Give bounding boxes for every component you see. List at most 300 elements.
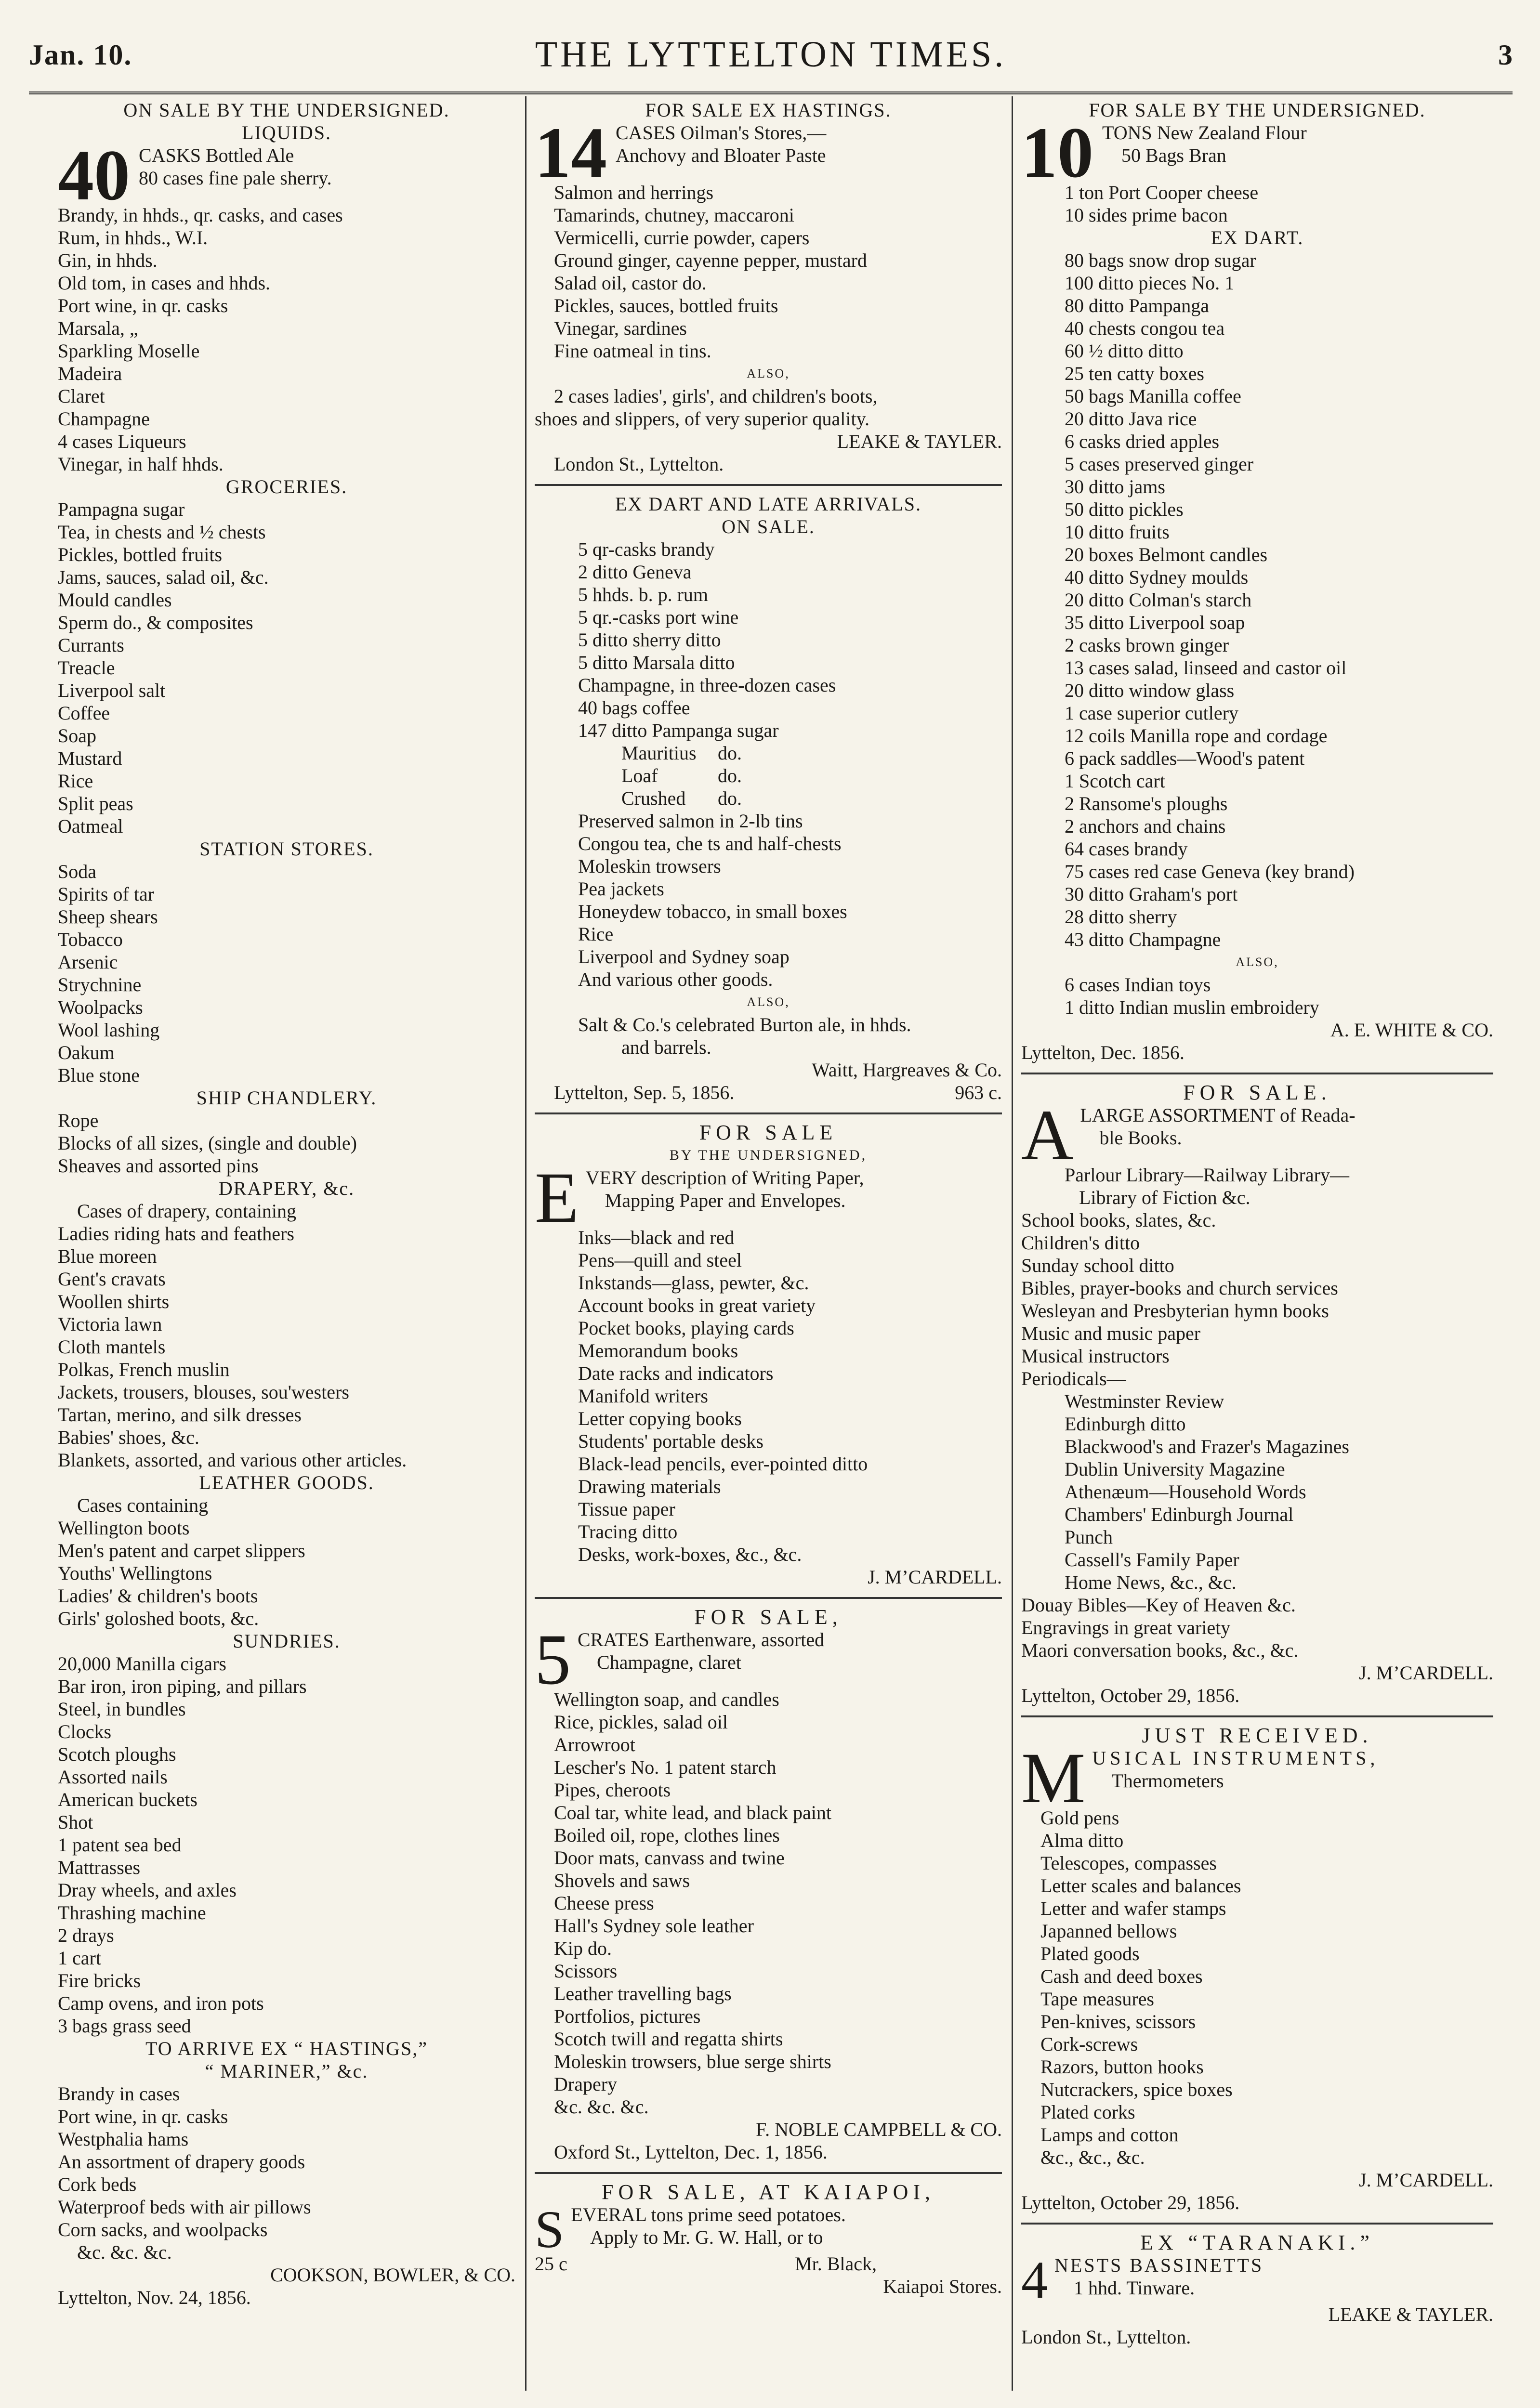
list-item: Sparkling Moselle	[58, 340, 200, 362]
ad-separator	[535, 2172, 1002, 2174]
column-2	[535, 99, 1002, 2298]
list-item: Moleskin trowsers	[578, 855, 721, 877]
list-item: Cheese press	[554, 1892, 654, 1914]
list-item: Tape measures	[1040, 1988, 1154, 2010]
list-item: Vermicelli, currie powder, capers	[554, 227, 810, 249]
list-item: Memorandum books	[578, 1340, 738, 1361]
list-item: Letter scales and balances	[1040, 1875, 1241, 1897]
list-item: Nutcrackers, spice boxes	[1040, 2079, 1233, 2100]
item-list	[58, 1517, 515, 1630]
signature: A. E. WHITE & CO.	[1330, 1019, 1493, 1041]
ad-title: EX “TARANAKI.”	[1140, 2231, 1374, 2254]
list-item: School books, slates, &c.	[1021, 1209, 1216, 1231]
text-line: Parlour Library—Railway Library—	[1065, 1164, 1349, 1186]
list-item: 1 cart	[58, 1947, 101, 1969]
list-item: Liverpool salt	[58, 680, 166, 701]
list-item: Musical instructors	[1021, 1345, 1170, 1367]
list-item: 35 ditto Liverpool soap	[1065, 612, 1245, 633]
list-item: Mould candles	[58, 589, 172, 611]
list-item: Account books in great variety	[578, 1295, 816, 1316]
list-item: Rice, pickles, salad oil	[554, 1711, 728, 1733]
list-item: Kip do.	[554, 1937, 612, 1959]
list-item: Edinburgh ditto	[1065, 1413, 1186, 1435]
ad-title: ON SALE BY THE UNDERSIGNED.	[123, 99, 450, 121]
list-item: 2 ditto Geneva	[578, 561, 692, 583]
item-list	[1021, 1806, 1493, 2169]
list-item: Plated goods	[1040, 1943, 1140, 1964]
list-item: Men's patent and carpet slippers	[58, 1540, 305, 1561]
ad-title: EX DART AND LATE ARRIVALS.	[615, 493, 921, 515]
list-item: Blankets, assorted, and various other articles.	[58, 1449, 407, 1471]
section-heading: DRAPERY, &c.	[218, 1178, 355, 1199]
list-item: Date racks and indicators	[578, 1362, 774, 1384]
list-item: Brandy in cases	[58, 2083, 180, 2105]
list-item: Victoria lawn	[58, 1313, 162, 1335]
item-list	[58, 1109, 515, 1177]
list-item: Letter copying books	[578, 1408, 742, 1429]
list-item: Bibles, prayer-books and church services	[1021, 1277, 1338, 1299]
list-item: Cloth mantels	[58, 1336, 166, 1358]
ad-separator	[535, 1597, 1002, 1599]
list-item: 2 anchors and chains	[1065, 815, 1226, 837]
item-list	[1021, 249, 1493, 951]
list-item: Rice	[58, 770, 93, 792]
lead-line: CRATES Earthenware, assorted	[578, 1629, 825, 1650]
list-item: Blackwood's and Frazer's Magazines	[1065, 1436, 1349, 1457]
section-heading: SHIP CHANDLERY.	[196, 1087, 377, 1109]
list-item: Lescher's No. 1 patent starch	[554, 1756, 777, 1778]
list-item: 2 drays	[58, 1924, 114, 1946]
list-item: Bar iron, iron piping, and pillars	[58, 1675, 307, 1697]
masthead	[29, 29, 1513, 82]
list-item: Home News, &c., &c.	[1065, 1571, 1237, 1593]
list-item: Rope	[58, 1110, 99, 1131]
signature: LEAKE & TAYLER.	[1328, 2303, 1493, 2325]
list-item: Black-lead pencils, ever-pointed ditto	[578, 1453, 868, 1475]
list-item: Soap	[58, 725, 96, 746]
lead-numeral: 10	[1021, 121, 1093, 181]
lead-line: Thermometers	[1111, 1770, 1224, 1792]
lead-line: Anchovy and Bloater Paste	[616, 144, 826, 166]
list-item: 5 qr-casks brandy	[578, 538, 715, 560]
list-item: Cassell's Family Paper	[1065, 1549, 1239, 1570]
list-item: Thrashing machine	[58, 1902, 206, 1924]
list-item: Children's ditto	[1021, 1232, 1140, 1254]
signature: COOKSON, BOWLER, & CO.	[270, 2264, 515, 2286]
list-item: Westminster Review	[1065, 1390, 1224, 1412]
lead-numeral: 4	[1021, 2254, 1048, 2303]
list-item: Blue stone	[58, 1064, 140, 1086]
list-item: Moleskin trowsers, blue serge shirts	[554, 2051, 831, 2072]
list-item: Chambers' Edinburgh Journal	[1065, 1504, 1294, 1525]
list-item: Gent's cravats	[58, 1268, 166, 1290]
list-item: Mustard	[58, 747, 122, 769]
list-item: 5 hhds. b. p. rum	[578, 584, 708, 605]
variety-ditto: do.	[718, 787, 742, 809]
list-item: Woollen shirts	[58, 1291, 170, 1312]
list-item: Oakum	[58, 1042, 115, 1063]
list-item: Inks—black and red	[578, 1227, 735, 1248]
lead-line: CASKS Bottled Ale	[139, 144, 294, 166]
list-item: Youths' Wellingtons	[58, 1562, 212, 1584]
lead-line: 80 cases fine pale sherry.	[139, 167, 332, 189]
item-list	[1021, 1594, 1493, 1662]
list-item: Students' portable desks	[578, 1430, 763, 1452]
section-heading: STATION STORES.	[199, 838, 374, 860]
list-item: Pea jackets	[578, 878, 664, 900]
dateline: Lyttelton, Dec. 1856.	[1021, 1042, 1185, 1063]
list-item: Cash and deed boxes	[1040, 1965, 1203, 1987]
list-item: 20 ditto Colman's starch	[1065, 589, 1252, 611]
item-list	[535, 810, 1002, 991]
list-item: Rice	[578, 923, 614, 945]
list-item: 13 cases salad, linseed and castor oil	[1065, 657, 1347, 679]
contact-name: Mr. Black,	[795, 2253, 877, 2275]
ad-lead	[535, 1628, 1002, 1688]
list-item: Vinegar, in half hhds.	[58, 453, 224, 475]
sub-heading: Cases containing	[77, 1494, 209, 1516]
item-list	[535, 538, 1002, 742]
lead-line: ble Books.	[1099, 1127, 1182, 1149]
list-item: Wellington soap, and candles	[554, 1688, 779, 1710]
list-item: Tartan, merino, and silk dresses	[58, 1404, 302, 1426]
list-item: Tea, in chests and ½ chests	[58, 521, 266, 543]
list-item: Port wine, in qr. casks	[58, 295, 228, 316]
list-item: Scotch ploughs	[58, 1743, 176, 1765]
etc-line: &c. &c. &c.	[554, 2096, 649, 2118]
list-item: Tobacco	[58, 929, 123, 950]
sub-heading: Cases of drapery, containing	[77, 1200, 297, 1222]
list-item: 5 ditto sherry ditto	[578, 629, 721, 651]
list-item: Tamarinds, chutney, maccaroni	[554, 204, 794, 226]
column-rule	[525, 96, 526, 2391]
list-item: Scissors	[554, 1960, 618, 1982]
list-item: Pampagna sugar	[58, 498, 185, 520]
variety-name: Loaf	[621, 765, 658, 786]
list-item: Letter and wafer stamps	[1040, 1898, 1226, 1919]
also-label: ALSO,	[747, 366, 790, 380]
list-item: Preserved salmon in 2-lb tins	[578, 810, 803, 832]
lead-line: EVERAL tons prime seed potatoes.	[571, 2204, 846, 2225]
text-line: Library of Fiction &c.	[1079, 1187, 1250, 1208]
list-item: Currants	[58, 634, 124, 656]
list-item: 40 ditto Sydney moulds	[1065, 566, 1249, 588]
list-item: And various other goods.	[578, 968, 773, 990]
list-item: Jams, sauces, salad oil, &c.	[58, 566, 269, 588]
list-item: Periodicals—	[1021, 1368, 1126, 1389]
list-item: Door mats, canvass and twine	[554, 1847, 785, 1869]
list-item: Girls' goloshed boots, &c.	[58, 1608, 259, 1629]
ad-lead	[1021, 1104, 1493, 1164]
item-list	[58, 1652, 515, 2037]
list-item: Liverpool and Sydney soap	[578, 946, 790, 968]
dateline: Lyttelton, Nov. 24, 1856.	[58, 2287, 251, 2308]
list-item: 80 bags snow drop sugar	[1065, 249, 1256, 271]
list-item: Coal tar, white lead, and black paint	[554, 1802, 831, 1823]
list-item: Gold pens	[1040, 1807, 1119, 1829]
ad-reference: 963 c.	[955, 1082, 1002, 1103]
list-item: Brandy, in hhds., qr. casks, and cases	[58, 204, 343, 226]
list-item: 10 sides prime bacon	[1065, 204, 1228, 226]
list-item: Pens—quill and steel	[578, 1249, 742, 1271]
list-item: 5 cases preserved ginger	[1065, 453, 1254, 475]
signature: F. NOBLE CAMPBELL & CO.	[756, 2119, 1002, 2140]
issue-date: Jan. 10.	[29, 39, 132, 71]
drop-capital: A	[1021, 1104, 1074, 1164]
list-item: 1 ton Port Cooper cheese	[1065, 182, 1259, 203]
list-item: Spirits of tar	[58, 883, 154, 905]
list-item: 6 casks dried apples	[1065, 431, 1220, 452]
list-item: 64 cases brandy	[1065, 838, 1188, 860]
list-item: 2 Ransome's ploughs	[1065, 793, 1228, 814]
list-item: 5 qr.-casks port wine	[578, 606, 739, 628]
item-list	[1021, 1390, 1493, 1594]
variety-row	[535, 787, 1002, 810]
list-item: Wellington boots	[58, 1517, 190, 1539]
list-item: 60 ½ ditto ditto	[1065, 340, 1184, 362]
section-heading: “ MARINER,” &c.	[205, 2060, 369, 2082]
list-item: Engravings in great variety	[1021, 1617, 1231, 1638]
masthead-rule	[29, 92, 1513, 94]
ad-title: FOR SALE EX HASTINGS.	[645, 99, 892, 121]
list-item: 4 cases Liqueurs	[58, 431, 186, 452]
lead-numeral: 40	[58, 144, 130, 204]
list-item: Sheaves and assorted pins	[58, 1155, 259, 1177]
list-item: Marsala, „	[58, 317, 138, 339]
ad-title: JUST RECEIVED.	[1142, 1724, 1373, 1747]
list-item: Shovels and saws	[554, 1870, 690, 1891]
list-item: Pickles, sauces, bottled fruits	[554, 295, 778, 316]
list-item: Wool lashing	[58, 1019, 160, 1041]
lead-numeral: 14	[535, 121, 607, 181]
lead-line: Apply to Mr. G. W. Hall, or to	[590, 2226, 823, 2248]
text-line: Salt & Co.'s celebrated Burton ale, in hhds.	[578, 1014, 911, 1035]
list-item: Shot	[58, 1811, 93, 1833]
list-item: Babies' shoes, &c.	[58, 1426, 199, 1448]
list-item: Pickles, bottled fruits	[58, 544, 223, 565]
ad-lead	[535, 2203, 1002, 2252]
lead-line: Champagne, claret	[597, 1651, 741, 1673]
list-item: 1 Scotch cart	[1065, 770, 1165, 792]
list-item: 40 chests congou tea	[1065, 317, 1225, 339]
drop-capital: S	[535, 2203, 565, 2252]
list-item: Athenæum—Household Words	[1065, 1481, 1306, 1503]
list-item: 10 ditto fruits	[1065, 521, 1170, 543]
list-item: Scotch twill and regatta shirts	[554, 2028, 783, 2050]
ad-separator	[535, 1112, 1002, 1114]
ad-lead	[1021, 2254, 1493, 2303]
list-item: Dray wheels, and axles	[58, 1879, 237, 1901]
dateline: Lyttelton, October 29, 1856.	[1021, 1685, 1240, 1706]
list-item: 75 cases red case Geneva (key brand)	[1065, 861, 1355, 882]
list-item: Strychnine	[58, 974, 142, 995]
item-list	[58, 498, 515, 838]
list-item: Drawing materials	[578, 1476, 721, 1497]
list-item: Arsenic	[58, 951, 118, 973]
list-item: 28 ditto sherry	[1065, 906, 1177, 928]
list-item: Vinegar, sardines	[554, 317, 687, 339]
ad-lead	[1021, 121, 1493, 181]
list-item: Fine oatmeal in tins.	[554, 340, 711, 362]
variety-name: Mauritius	[621, 742, 697, 764]
item-list	[58, 2082, 515, 2241]
list-item: Congou tea, che ts and half-chests	[578, 833, 842, 854]
signature: J. M’CARDELL.	[1359, 2169, 1493, 2191]
ad-lead	[535, 121, 1002, 181]
list-item: Salmon and herrings	[554, 182, 714, 203]
list-item: 100 ditto pieces No. 1	[1065, 272, 1235, 294]
list-item: 20,000 Manilla cigars	[58, 1653, 226, 1675]
list-item: Champagne	[58, 408, 150, 430]
list-item: Rum, in hhds., W.I.	[58, 227, 208, 249]
store-name: Kaiapoi Stores.	[883, 2276, 1002, 2297]
signature: LEAKE & TAYLER.	[837, 431, 1002, 452]
lead-line: VERY description of Writing Paper,	[585, 1167, 864, 1189]
item-list	[535, 1226, 1002, 1566]
address: London St., Lyttelton.	[1021, 2326, 1191, 2348]
dateline: Oxford St., Lyttelton, Dec. 1, 1856.	[554, 2141, 828, 2163]
list-item: Corn sacks, and woolpacks	[58, 2219, 268, 2240]
item-list	[535, 1688, 1002, 2095]
list-item: Blocks of all sizes, (single and double)	[58, 1132, 357, 1154]
list-item: Mattrasses	[58, 1857, 141, 1878]
section-heading: LEATHER GOODS.	[199, 1472, 374, 1493]
list-item: 43 ditto Champagne	[1065, 929, 1221, 950]
list-item: Split peas	[58, 793, 133, 814]
list-item: Gin, in hhds.	[58, 249, 158, 271]
list-item: Portfolios, pictures	[554, 2005, 701, 2027]
list-item: 25 ten catty boxes	[1065, 363, 1204, 384]
signature: J. M’CARDELL.	[1359, 1662, 1493, 1684]
list-item: Sunday school ditto	[1021, 1255, 1174, 1276]
list-item: 6 pack saddles—Wood's patent	[1065, 747, 1305, 769]
text-line: and barrels.	[621, 1036, 711, 1058]
list-item: Camp ovens, and iron pots	[58, 1992, 264, 2014]
list-item: 147 ditto Pampanga sugar	[578, 720, 779, 741]
list-item: Polkas, French muslin	[58, 1359, 230, 1380]
also-label: ALSO,	[747, 995, 790, 1009]
list-item: Lamps and cotton	[1040, 2124, 1179, 2146]
list-item: 5 ditto Marsala ditto	[578, 652, 735, 673]
lead-line: TONS New Zealand Flour	[1102, 122, 1307, 144]
dateline-row	[535, 1081, 1002, 1104]
list-item: 1 patent sea bed	[58, 1834, 182, 1856]
list-item: 40 bags coffee	[578, 697, 690, 719]
column-3	[1021, 99, 1493, 2348]
column-rule	[1012, 96, 1013, 2391]
section-heading: GROCERIES.	[225, 476, 348, 497]
item-list	[1021, 1209, 1493, 1390]
list-item: Clocks	[58, 1721, 112, 1742]
list-item: Japanned bellows	[1040, 1920, 1177, 1942]
ad-subtitle: BY THE UNDERSIGNED,	[669, 1147, 868, 1163]
list-item: 2 casks brown ginger	[1065, 634, 1229, 656]
signature: J. M’CARDELL.	[868, 1566, 1002, 1588]
list-item: Tracing ditto	[578, 1521, 678, 1543]
list-item: Waterproof beds with air pillows	[58, 2196, 311, 2218]
list-item: Tissue paper	[578, 1498, 675, 1520]
list-item: 20 ditto Java rice	[1065, 408, 1197, 430]
ad-title: FOR SALE.	[1183, 1081, 1331, 1104]
item-list	[535, 181, 1002, 362]
ad-separator	[535, 484, 1002, 486]
list-item: 1 case superior cutlery	[1065, 702, 1238, 724]
list-item: Cork-screws	[1040, 2033, 1138, 2055]
list-item: Hall's Sydney sole leather	[554, 1915, 754, 1937]
dateline: Lyttelton, October 29, 1856.	[1021, 2192, 1240, 2213]
list-item: &c., &c., &c.	[1040, 2146, 1145, 2168]
variety-ditto: do.	[718, 742, 742, 764]
ad-subtitle: ON SALE.	[722, 516, 815, 537]
lead-line: Mapping Paper and Envelopes.	[605, 1190, 846, 1211]
list-item: Salad oil, castor do.	[554, 272, 707, 294]
etc-line: &c. &c. &c.	[77, 2241, 172, 2263]
list-item: 6 cases Indian toys	[1065, 974, 1211, 995]
ad-reference: 25 c	[535, 2253, 567, 2275]
lead-line: 50 Bags Bran	[1121, 144, 1226, 166]
lead-line: USICAL INSTRUMENTS,	[1092, 1747, 1379, 1769]
list-item: Pipes, cheroots	[554, 1779, 671, 1801]
variety-name: Crushed	[621, 787, 686, 809]
page-number: 3	[1498, 39, 1513, 71]
lead-line: 1 hhd. Tinware.	[1074, 2277, 1195, 2299]
list-item: Dublin University Magazine	[1065, 1458, 1285, 1480]
list-item: 80 ditto Pampanga	[1065, 295, 1209, 316]
variety-ditto: do.	[718, 765, 742, 786]
list-item: Westphalia hams	[58, 2128, 189, 2150]
ad-lead	[535, 1166, 1002, 1226]
list-item: Sheep shears	[58, 906, 158, 928]
list-item: Steel, in bundles	[58, 1698, 186, 1720]
list-item: Champagne, in three-dozen cases	[578, 674, 836, 696]
list-item: Pocket books, playing cards	[578, 1317, 794, 1339]
list-item: Coffee	[58, 702, 110, 724]
list-item: Manifold writers	[578, 1385, 708, 1407]
signature: Waitt, Hargreaves & Co.	[812, 1059, 1002, 1081]
variety-row	[535, 742, 1002, 764]
ad-title: FOR SALE, AT KAIAPOI,	[601, 2180, 935, 2204]
list-item: Cork beds	[58, 2173, 137, 2195]
list-item: 1 ditto Indian muslin embroidery	[1065, 996, 1319, 1018]
list-item: Inkstands—glass, pewter, &c.	[578, 1272, 809, 1294]
list-item: 30 ditto jams	[1065, 476, 1165, 497]
list-item: Ground ginger, cayenne pepper, mustard	[554, 249, 867, 271]
section-heading: EX DART.	[1211, 227, 1304, 249]
variety-row	[535, 764, 1002, 787]
list-item: Douay Bibles—Key of Heaven &c.	[1021, 1594, 1296, 1616]
ad-title: FOR SALE BY THE UNDERSIGNED.	[1089, 99, 1426, 121]
list-item: Madeira	[58, 363, 122, 384]
item-list	[58, 860, 515, 1086]
list-item: American buckets	[58, 1789, 197, 1810]
ad-title: FOR SALE	[699, 1121, 838, 1144]
section-heading: LIQUIDS.	[242, 122, 331, 144]
sugar-varieties	[535, 742, 1002, 810]
list-item: Ladies' & children's boots	[58, 1585, 258, 1607]
drop-capital: E	[535, 1166, 579, 1226]
lead-line: LARGE ASSORTMENT of Reada-	[1080, 1104, 1356, 1126]
list-item: 50 bags Manilla coffee	[1065, 385, 1241, 407]
list-item: Oatmeal	[58, 815, 123, 837]
text-line: shoes and slippers, of very superior quality.	[535, 408, 870, 430]
list-item: Leather travelling bags	[554, 1983, 732, 2004]
item-list	[58, 204, 515, 475]
ad-title: FOR SALE,	[694, 1605, 842, 1629]
list-item: Fire bricks	[58, 1970, 141, 1991]
list-item: Assorted nails	[58, 1766, 168, 1788]
list-item: Boiled oil, rope, clothes lines	[554, 1824, 780, 1846]
section-heading: SUNDRIES.	[233, 1630, 341, 1652]
